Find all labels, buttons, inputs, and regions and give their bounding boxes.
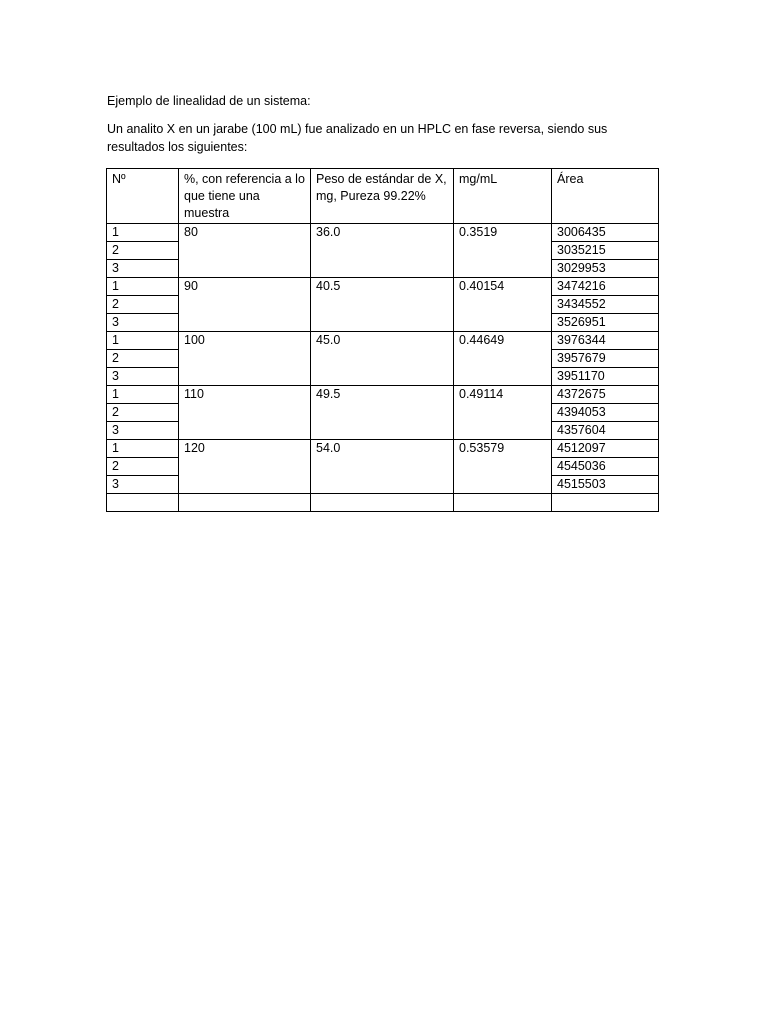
cell-area: 3474216 xyxy=(552,278,659,296)
cell-numero: 3 xyxy=(107,422,179,440)
table-row xyxy=(107,278,659,296)
cell-percent: 120 xyxy=(179,440,311,494)
cell-area: 3526951 xyxy=(552,314,659,332)
header-cell-area: Área xyxy=(552,169,659,224)
table-row xyxy=(107,224,659,242)
cell-mgml: 0.44649 xyxy=(454,332,552,386)
empty-cell xyxy=(311,494,454,512)
cell-percent: 110 xyxy=(179,386,311,440)
cell-mgml: 0.40154 xyxy=(454,278,552,332)
cell-peso: 40.5 xyxy=(311,278,454,332)
cell-numero: 2 xyxy=(107,242,179,260)
cell-numero: 1 xyxy=(107,332,179,350)
cell-area: 4357604 xyxy=(552,422,659,440)
cell-area: 4545036 xyxy=(552,458,659,476)
cell-numero: 2 xyxy=(107,404,179,422)
empty-cell xyxy=(107,494,179,512)
empty-cell xyxy=(552,494,659,512)
cell-mgml: 0.53579 xyxy=(454,440,552,494)
cell-numero: 2 xyxy=(107,296,179,314)
cell-peso: 45.0 xyxy=(311,332,454,386)
cell-peso: 54.0 xyxy=(311,440,454,494)
cell-numero: 2 xyxy=(107,458,179,476)
cell-percent: 100 xyxy=(179,332,311,386)
cell-percent: 90 xyxy=(179,278,311,332)
cell-numero: 1 xyxy=(107,278,179,296)
cell-numero: 1 xyxy=(107,440,179,458)
intro-paragraph: Un analito X en un jarabe (100 mL) fue analizado en un HPLC en fase reversa, siendo sus resultados los siguientes: xyxy=(107,122,608,154)
cell-area: 4512097 xyxy=(552,440,659,458)
cell-percent: 80 xyxy=(179,224,311,278)
table-row xyxy=(107,440,659,458)
header-cell-numero: Nº xyxy=(107,169,179,224)
cell-area: 3957679 xyxy=(552,350,659,368)
empty-cell xyxy=(179,494,311,512)
empty-cell xyxy=(454,494,552,512)
cell-area: 3951170 xyxy=(552,368,659,386)
cell-area: 3434552 xyxy=(552,296,659,314)
cell-area: 4515503 xyxy=(552,476,659,494)
table-row xyxy=(107,332,659,350)
table-row-empty xyxy=(107,494,659,512)
cell-area: 3976344 xyxy=(552,332,659,350)
table-body xyxy=(107,169,659,512)
cell-area: 4394053 xyxy=(552,404,659,422)
header-cell-peso: Peso de estándar de X, mg, Pureza 99.22% xyxy=(311,169,454,224)
cell-area: 4372675 xyxy=(552,386,659,404)
cell-numero: 1 xyxy=(107,224,179,242)
cell-numero: 3 xyxy=(107,368,179,386)
cell-area: 3035215 xyxy=(552,242,659,260)
cell-numero: 3 xyxy=(107,260,179,278)
table-header-row xyxy=(107,169,659,224)
cell-numero: 3 xyxy=(107,476,179,494)
cell-numero: 3 xyxy=(107,314,179,332)
cell-area: 3006435 xyxy=(552,224,659,242)
header-cell-percent: %, con referencia a lo que tiene una muestra xyxy=(179,169,311,224)
cell-numero: 1 xyxy=(107,386,179,404)
header-cell-mgml: mg/mL xyxy=(454,169,552,224)
cell-mgml: 0.49114 xyxy=(454,386,552,440)
cell-area: 3029953 xyxy=(552,260,659,278)
linearity-table xyxy=(106,168,659,512)
cell-mgml: 0.3519 xyxy=(454,224,552,278)
document-title: Ejemplo de linealidad de un sistema: xyxy=(107,94,311,108)
cell-peso: 36.0 xyxy=(311,224,454,278)
table-row xyxy=(107,386,659,404)
cell-numero: 2 xyxy=(107,350,179,368)
cell-peso: 49.5 xyxy=(311,386,454,440)
